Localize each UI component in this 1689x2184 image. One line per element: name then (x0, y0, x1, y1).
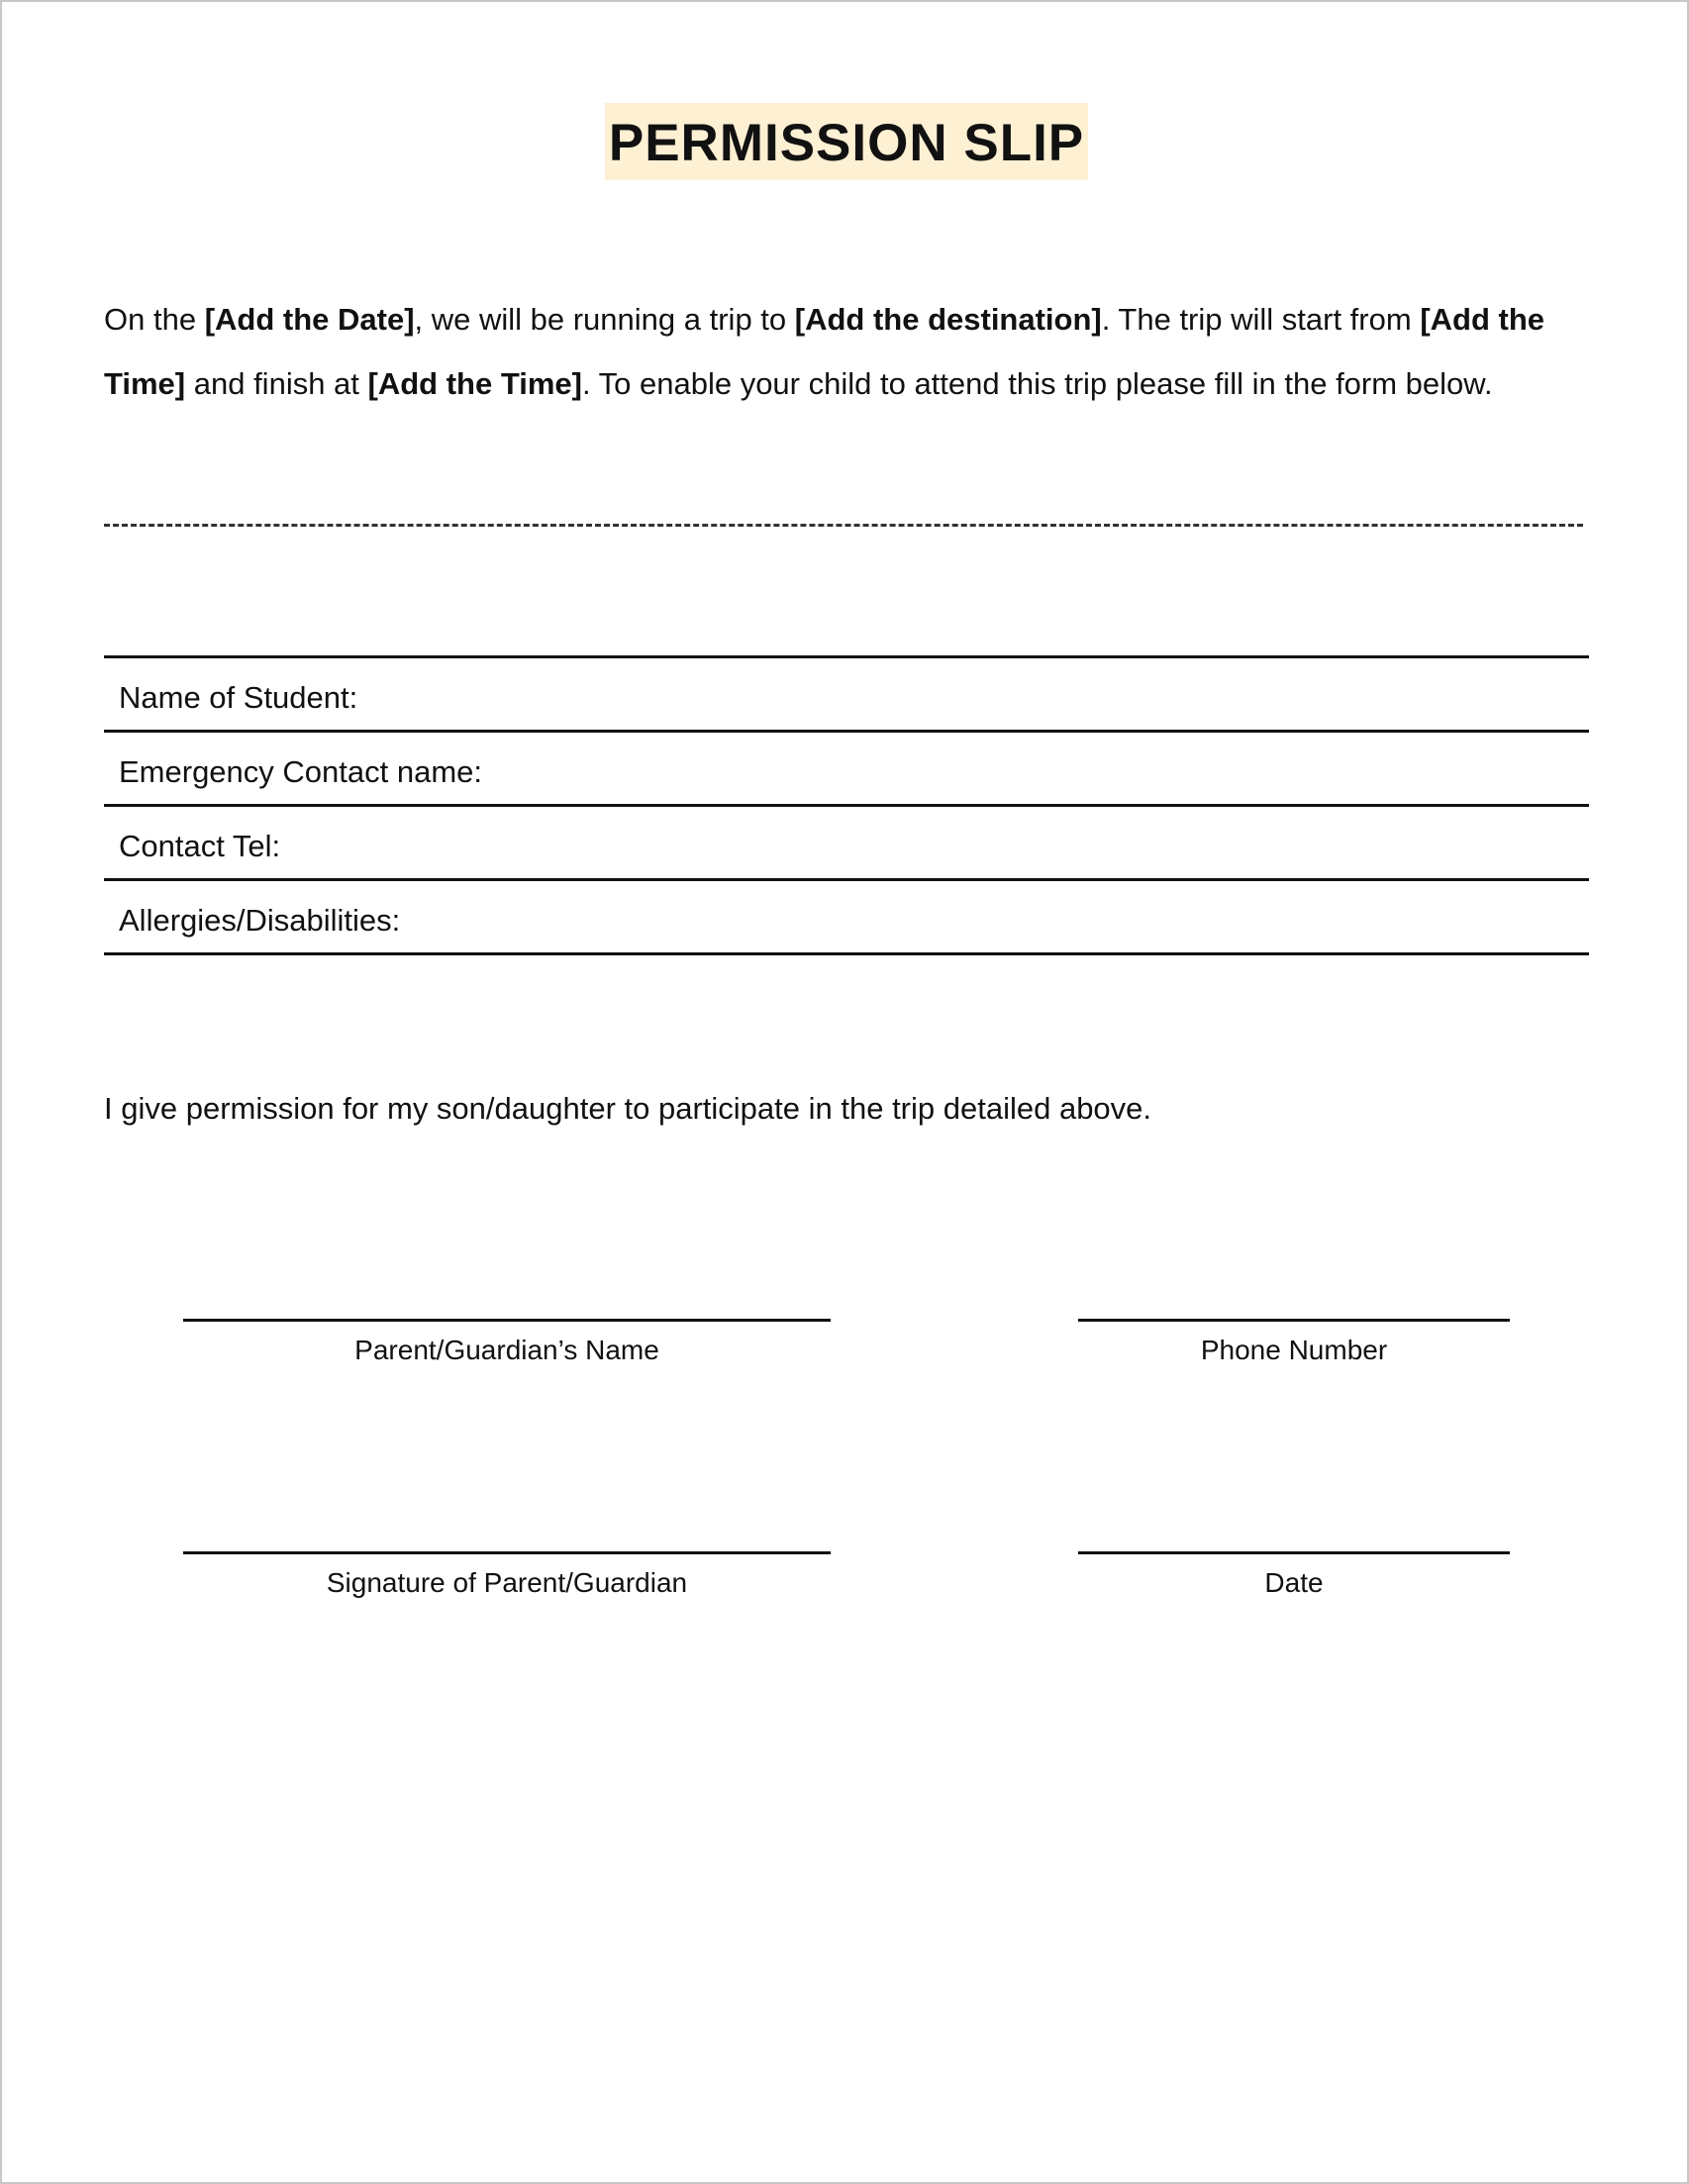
cut-line-divider (104, 524, 1583, 527)
signature-label: Phone Number (1200, 1335, 1388, 1365)
allergies-field[interactable] (104, 881, 1589, 955)
contact-tel-field[interactable] (104, 807, 1589, 881)
page-title: PERMISSION SLIP (605, 103, 1088, 180)
end-time-placeholder: [Add the Time] (367, 366, 582, 401)
signature-line (183, 1319, 831, 1322)
phone-number-signature-block[interactable] (1078, 1319, 1510, 1367)
intro-text: and finish at (185, 366, 368, 401)
signature-label: Date (1264, 1567, 1324, 1598)
field-label: Emergency Contact name: (119, 754, 483, 789)
destination-placeholder: [Add the destination] (794, 302, 1102, 337)
field-label: Contact Tel: (119, 829, 281, 863)
guardian-name-signature-block[interactable] (183, 1319, 831, 1367)
signature-line (183, 1551, 831, 1554)
field-label: Name of Student: (119, 680, 358, 715)
date-placeholder: [Add the Date] (204, 302, 415, 337)
title-container (2, 103, 1689, 180)
permission-statement: I give permission for my son/daughter to participate in the trip detailed above. (104, 1091, 1152, 1126)
signature-line (1078, 1551, 1510, 1554)
field-label: Allergies/Disabilities: (119, 903, 401, 938)
intro-text: , we will be running a trip to (414, 302, 795, 337)
emergency-contact-field[interactable] (104, 733, 1589, 807)
student-name-field[interactable] (104, 658, 1589, 733)
signature-label: Signature of Parent/Guardian (326, 1567, 688, 1598)
signature-label: Parent/Guardian’s Name (354, 1335, 659, 1365)
intro-text: On the (104, 302, 205, 337)
intro-paragraph (104, 287, 1589, 416)
signature-line (1078, 1319, 1510, 1322)
intro-text: . The trip will start from (1101, 302, 1421, 337)
student-info-form (104, 655, 1589, 955)
guardian-signature-block[interactable] (183, 1551, 831, 1600)
start-time-placeholder: [Add the Time] (104, 302, 1545, 401)
date-signature-block[interactable] (1078, 1551, 1510, 1600)
intro-text: . To enable your child to attend this trip please fill in the form below. (581, 366, 1493, 401)
